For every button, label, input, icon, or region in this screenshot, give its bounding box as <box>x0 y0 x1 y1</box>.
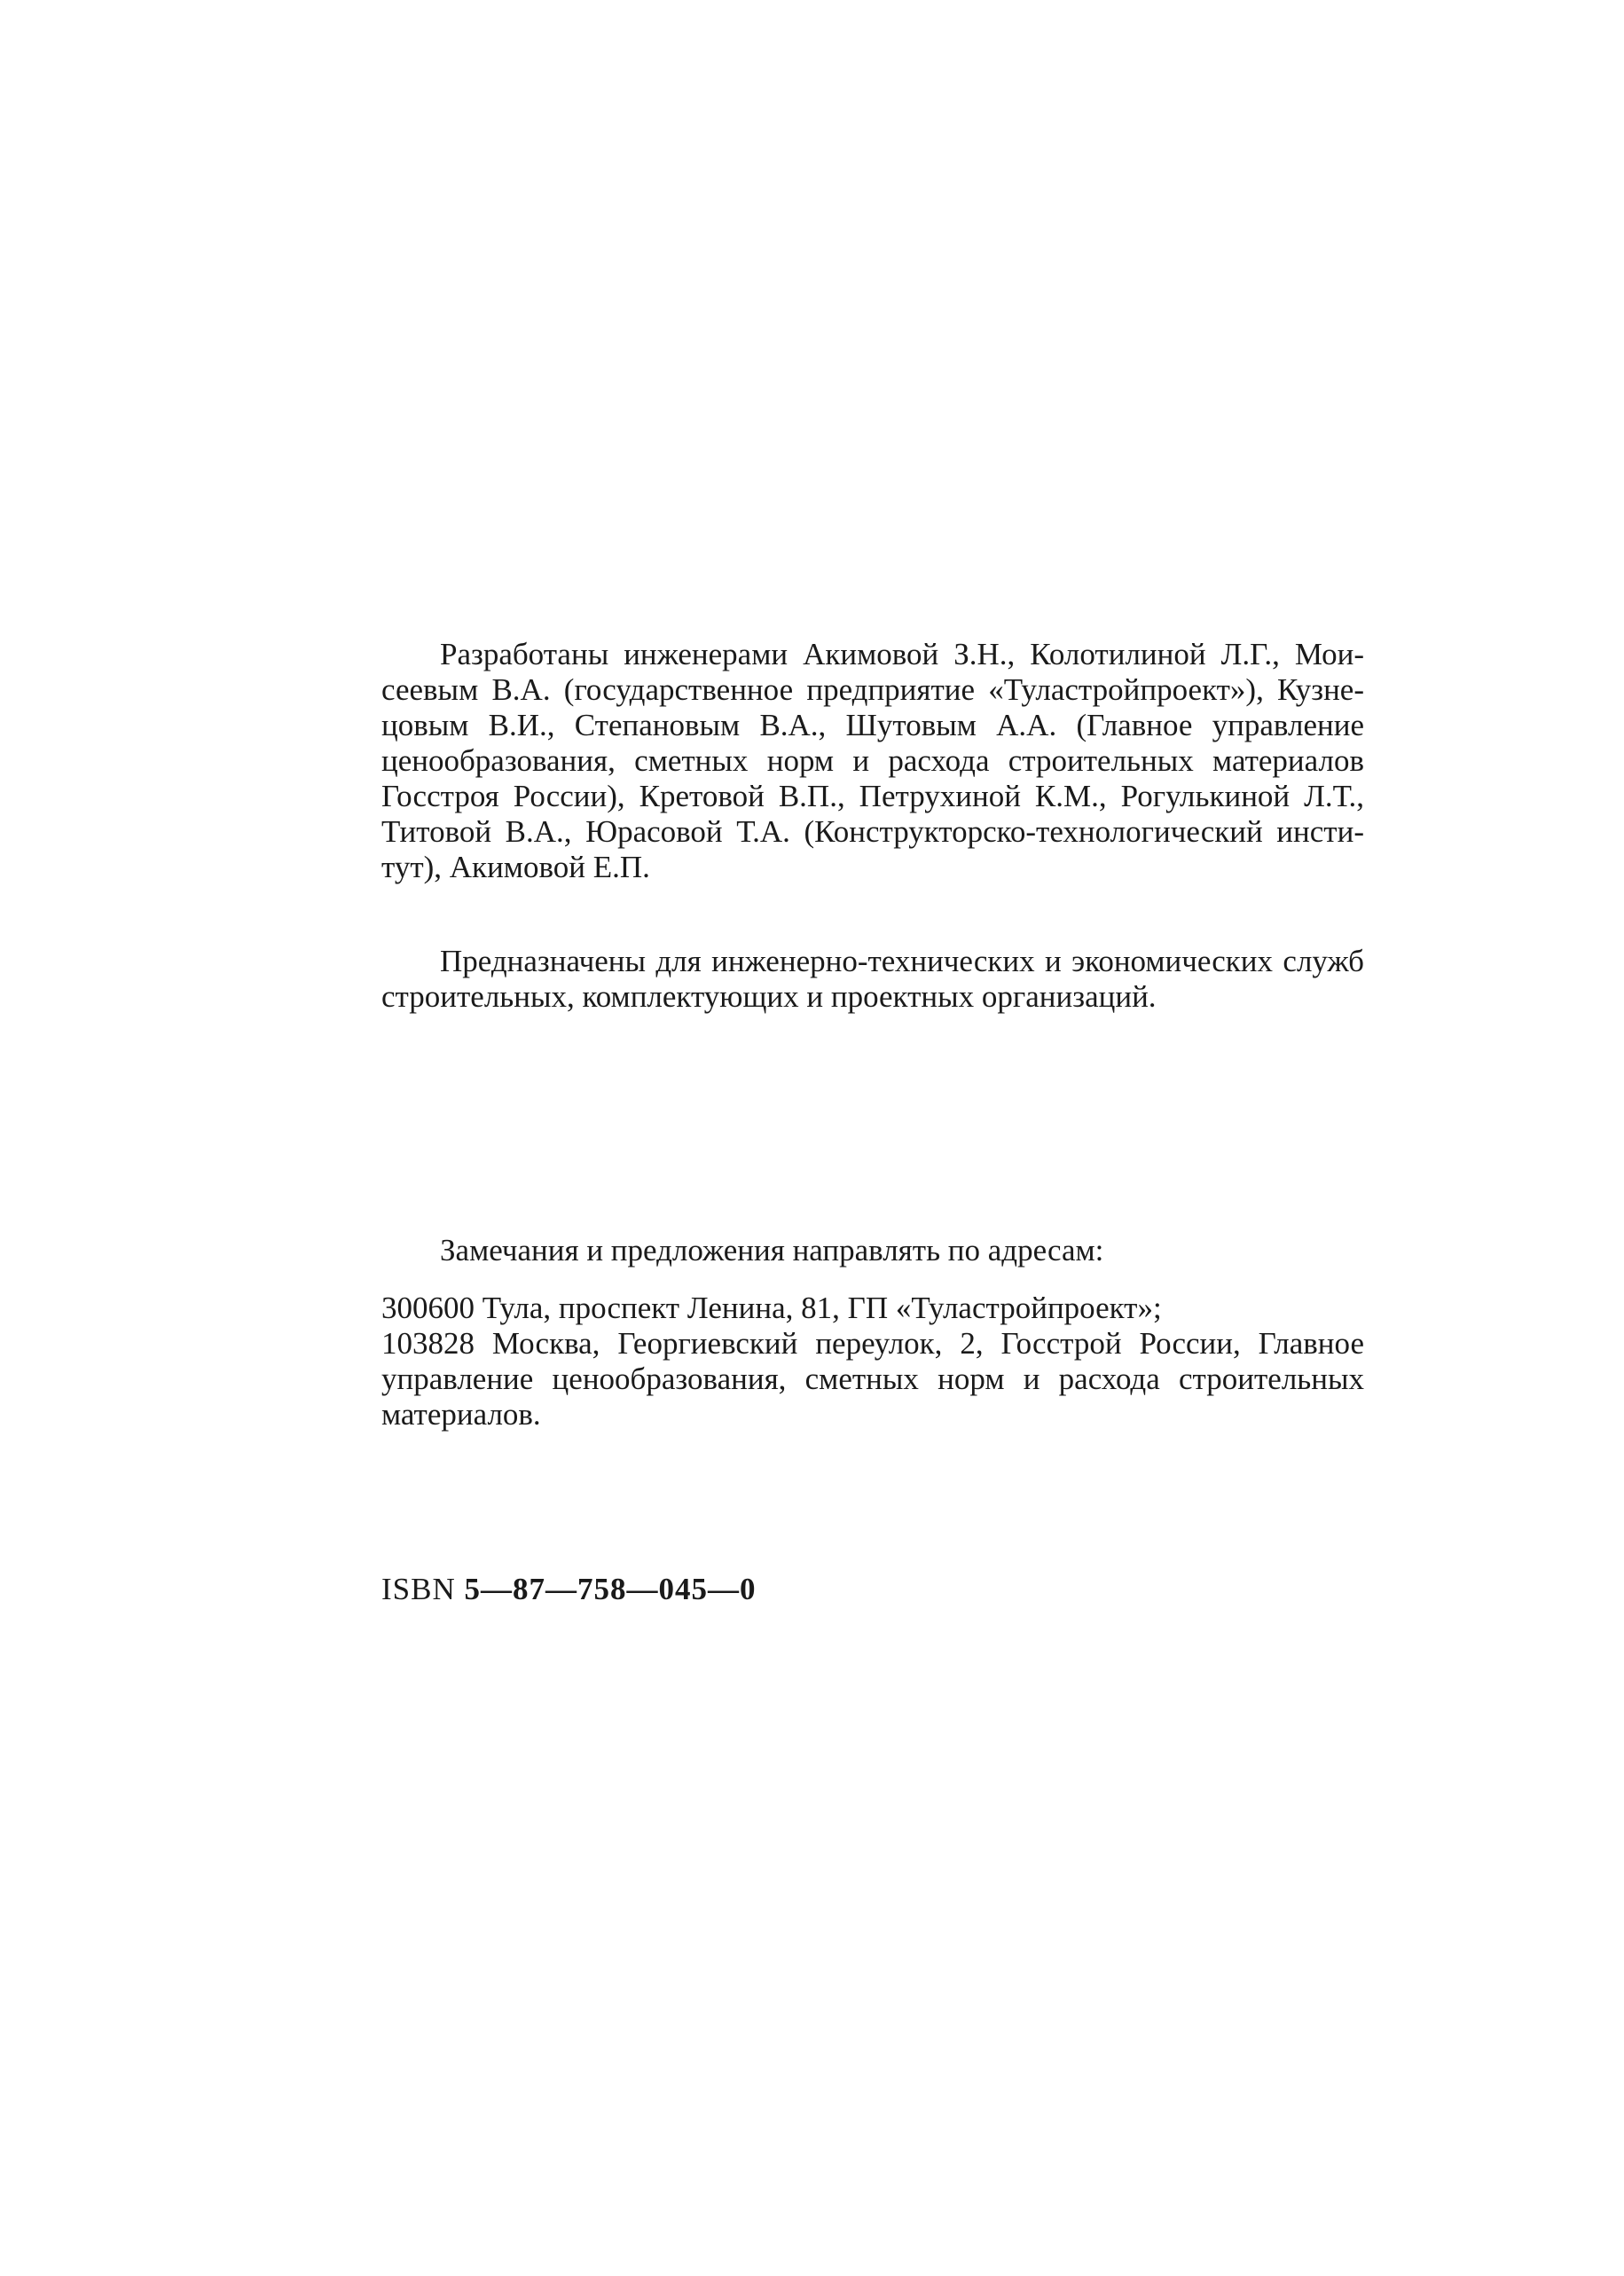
addresses-block <box>381 1291 1364 1432</box>
isbn-number: 5—87—758—045—0 <box>464 1572 757 1606</box>
address-tula: 300600 Тула, проспект Ленина, 81, ГП «Туластройпроект»; <box>381 1291 1162 1325</box>
purpose-paragraph: Предназначены для инженерно-технических и экономических служб строительных, комплектующих и проектных организаций. <box>381 944 1364 1014</box>
address-moscow: 103828 Москва, Георгиевский переулок, 2, Госстрой России, Главное управление ценообразования, сметных норм и расхода строительных материалов. <box>381 1326 1364 1432</box>
remarks-heading: Замечания и предложения направлять по адресам: <box>440 1233 1104 1267</box>
isbn-line <box>381 1572 757 1607</box>
isbn-prefix: ISBN <box>381 1572 456 1606</box>
authors-paragraph: Разработаны инженерами Акимовой З.Н., Колотилиной Л.Г., Моисеевым В.А. (государственное предприятие «Туластройпроект»), Кузнецовым В.И., Степановым В.А., Шутовым А.А. (Главное управление ценообразования, сметных норм и расхода строительных материалов Госстроя России), Кретовой В.П., Петрухиной К.М., Рогулькиной Л.Т., Титовой В.А., Юрасовой Т.А. (Конструкторско-технологический институт), Акимовой Е.П. <box>381 637 1364 884</box>
